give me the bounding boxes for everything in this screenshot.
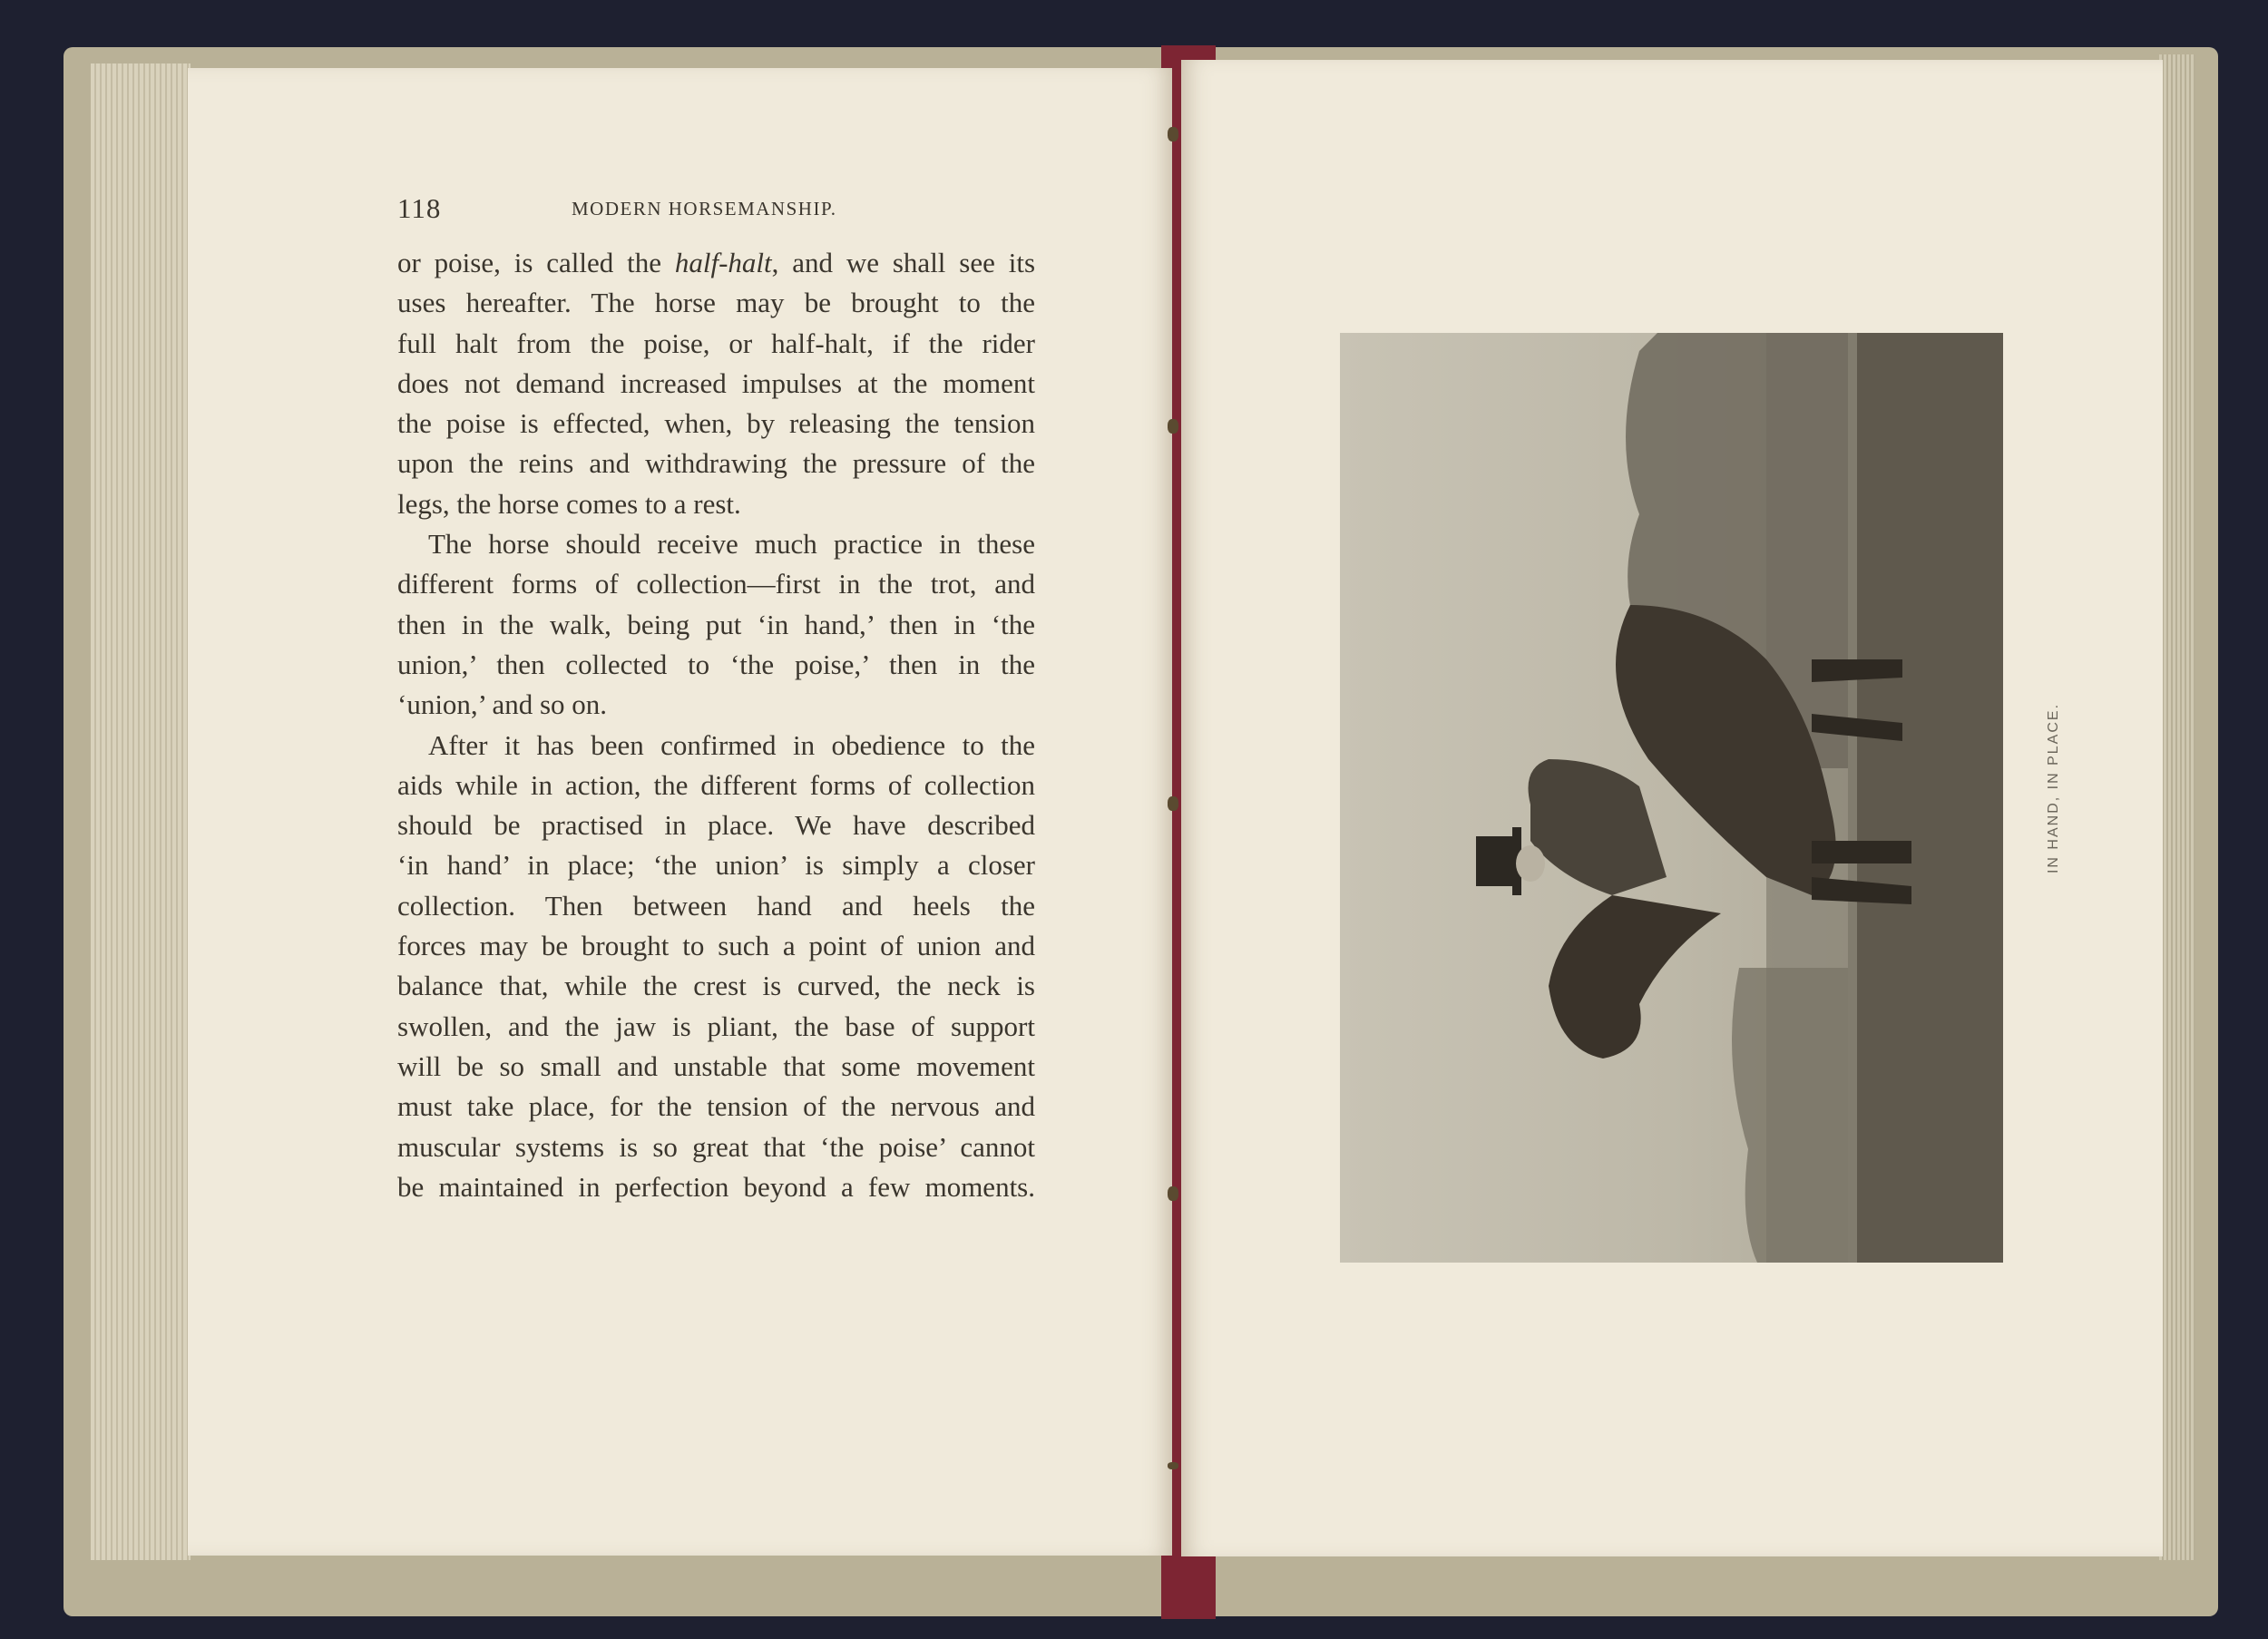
text-line: After it has been confirmed in obedience to the [428,728,1035,761]
text-line: uses hereafter. The horse may be brought to the [397,287,1035,319]
text-line: muscular systems is so great that ‘the poise’ cannot [397,1130,1035,1163]
page-edges-right [2159,54,2195,1560]
text-line: does not demand increased impulses at the moment [397,366,1035,399]
binding-stitch [1168,127,1178,141]
text-run: or poise, is called the [397,247,675,278]
binding-stitch [1168,1462,1178,1469]
text-line: then in the walk, being put ‘in hand,’ then in ‘the [397,608,1035,640]
text-line: the poise is effected, when, by releasing the tension [397,407,1035,440]
binding-stitch [1168,796,1178,811]
running-head [397,192,1035,229]
text-line: full halt from the poise, or half-halt, if the rider [397,327,1035,359]
text-line: will be so small and unstable that some movement [397,1049,1035,1082]
text-line: must take place, for the tension of the nervous and [397,1090,1035,1123]
body-text [397,243,1035,1207]
text-line: balance that, while the crest is curved, the neck is [397,970,1035,1002]
text-line: legs, the horse comes to a rest. [397,487,741,520]
text-line: ‘in hand’ in place; ‘the union’ is simply a closer [397,849,1035,882]
italic-term: half-halt [674,247,772,278]
text-run: , and we shall see its [771,247,1036,278]
text-line: should be practised in place. We have described [397,809,1035,842]
top-hat [1476,836,1517,886]
binding-stitch [1168,419,1178,434]
text-line: upon the reins and withdrawing the pressure of the [397,447,1035,480]
rider-face [1516,845,1545,882]
text-line: The horse should receive much practice in these [428,528,1035,561]
text-line: swollen, and the jaw is pliant, the base of support [397,1010,1035,1042]
text-line: forces may be brought to such a point of union and [397,930,1035,962]
text-line: be maintained in perfection beyond a few moments. [397,1170,1035,1203]
text-line: collection. Then between hand and heels the [397,889,1035,922]
text-line: ‘union,’ and so on. [397,688,608,721]
text-line [397,243,1035,283]
page-number: 118 [397,192,442,224]
ground [1848,333,2003,1263]
plate-caption: IN HAND, IN PLACE. [2046,702,2061,874]
text-line: union,’ then collected to ‘the poise,’ then in the [397,648,1035,680]
running-title: MODERN HORSEMANSHIP. [572,198,837,220]
text-line: different forms of collection—first in the trot, and [397,568,1035,600]
text-line: aids while in action, the different forms of collection [397,768,1035,801]
page-edges-left [91,63,191,1560]
horse-rider-photograph [1340,333,2003,1263]
binding-stitch [1168,1186,1178,1201]
